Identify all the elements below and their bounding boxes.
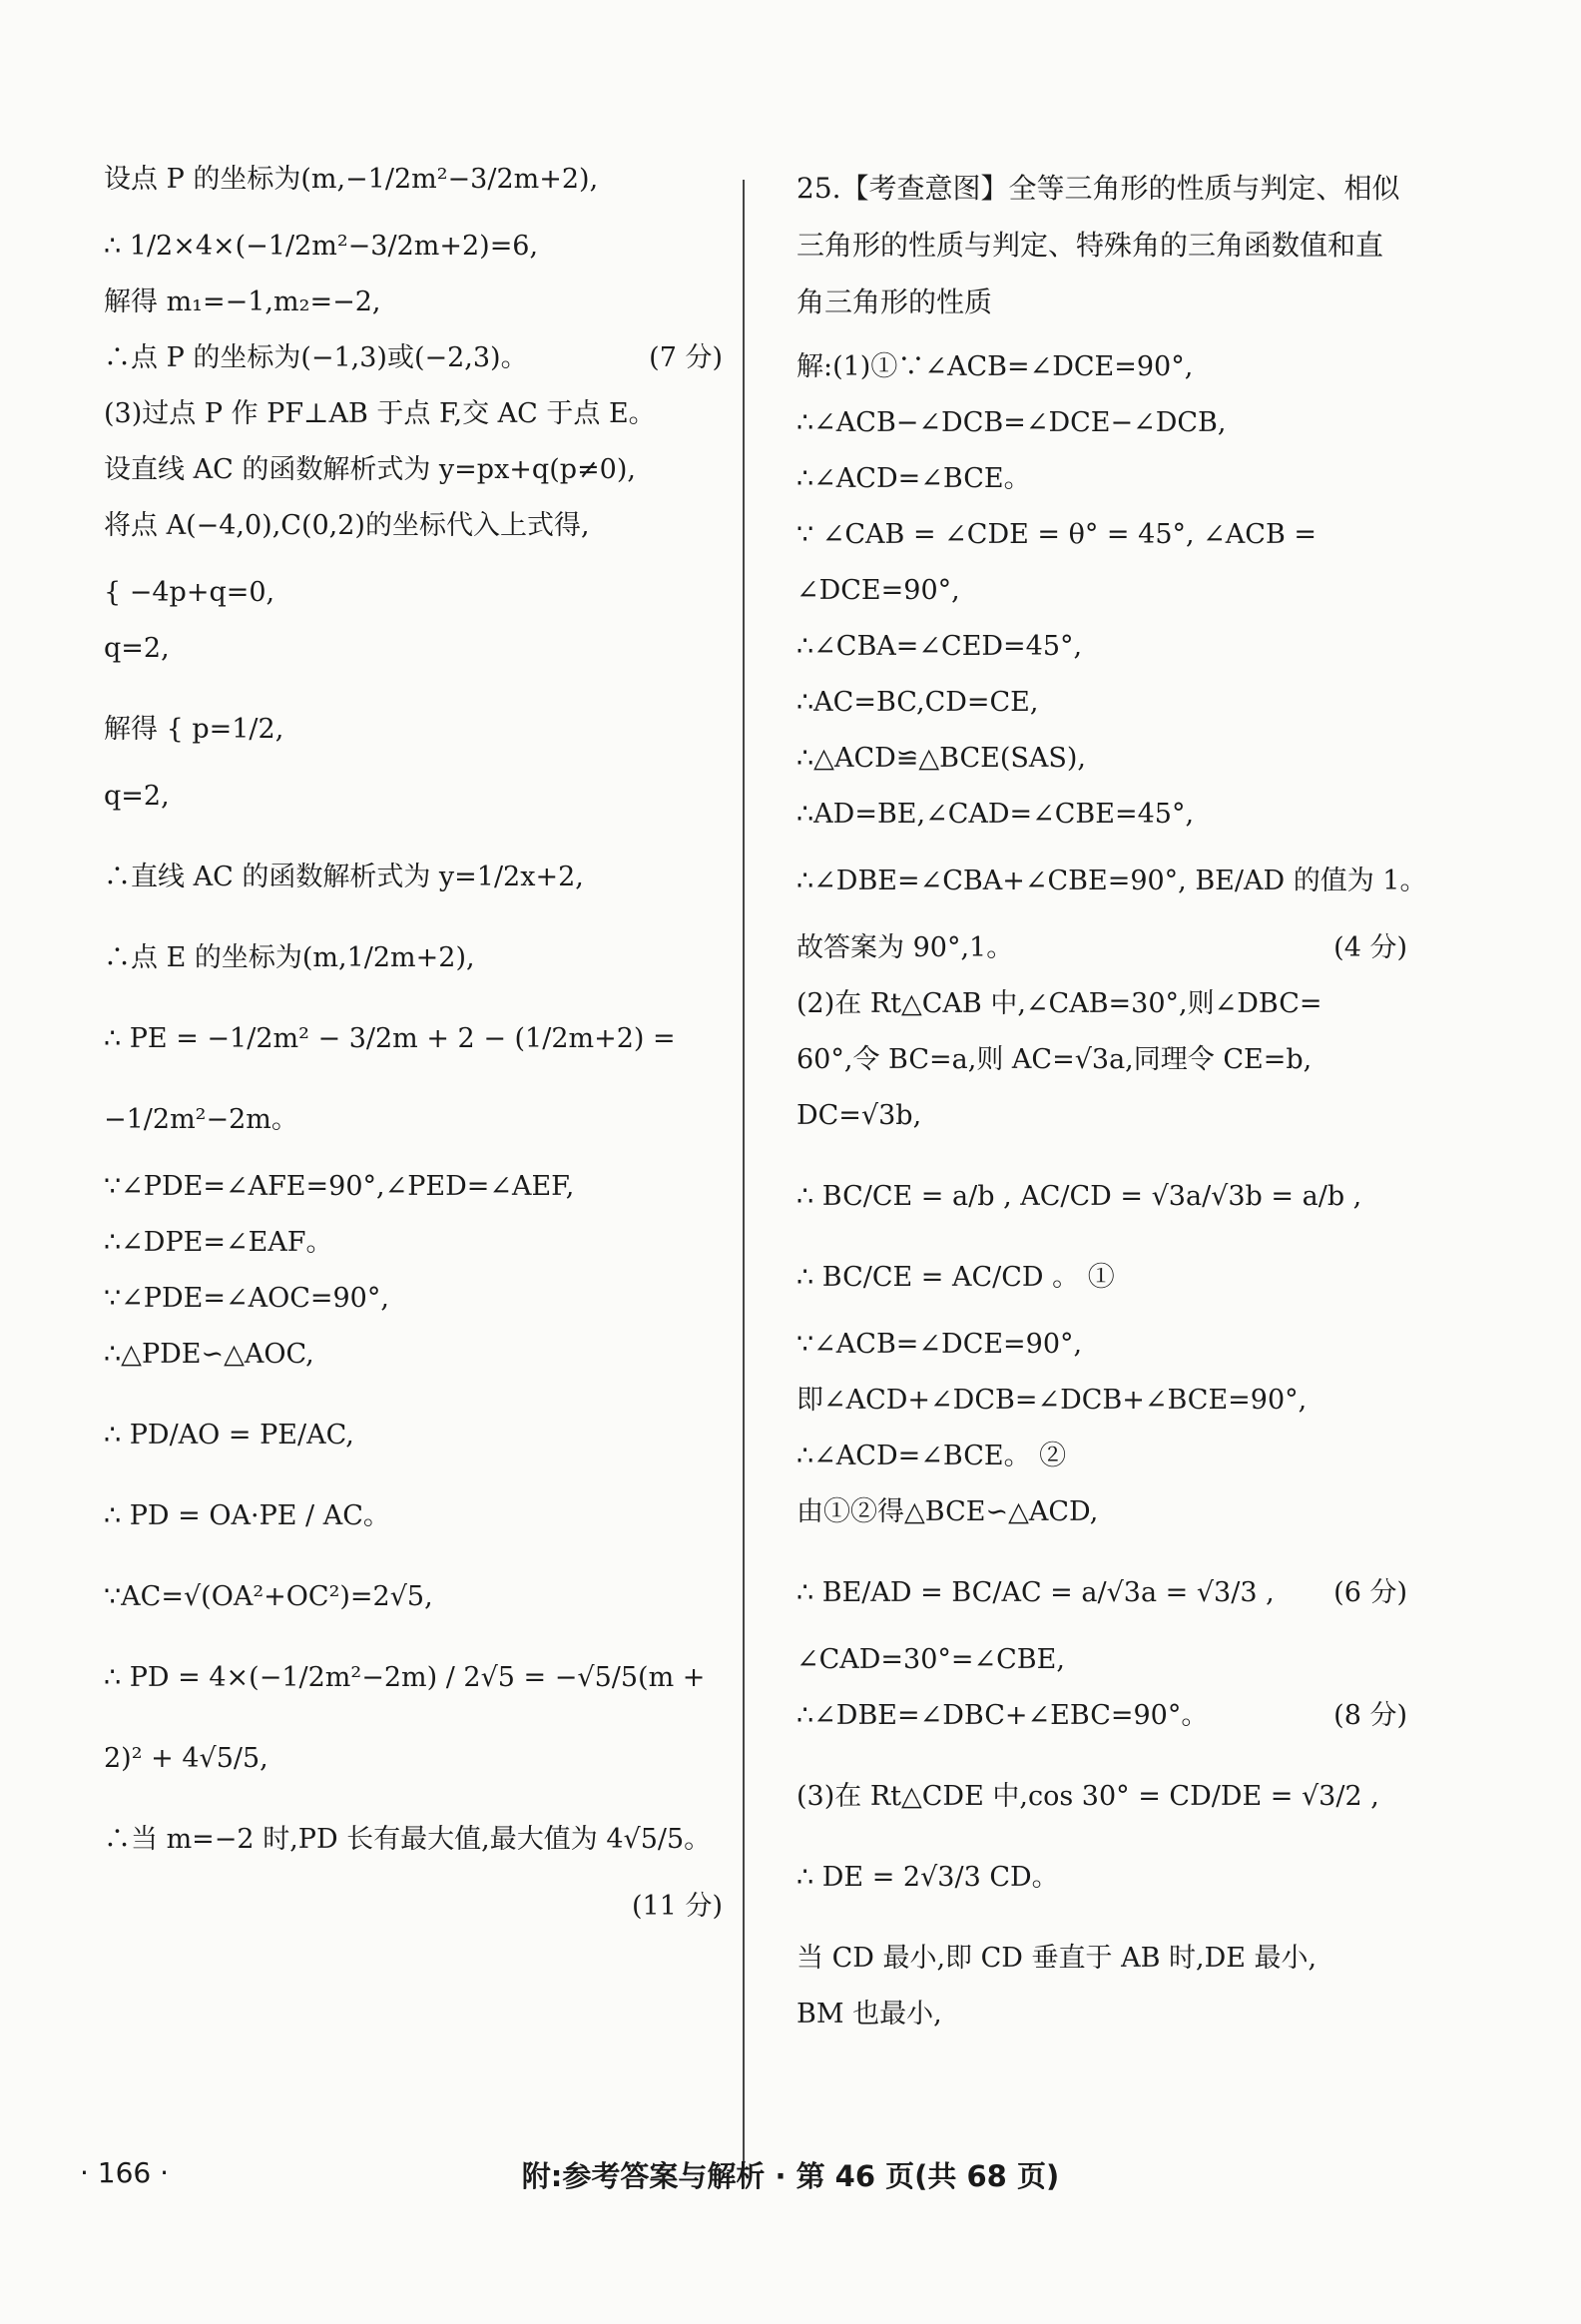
left-line [104, 1658, 723, 1697]
line-text: ∴ PD/AO = PE/AC, [104, 1420, 354, 1451]
line-text: ∴点 E 的坐标为(m,1/2m+2), [104, 942, 475, 973]
line-text: 即∠ACD+∠DCB=∠DCB+∠BCE=90°, [796, 1385, 1308, 1416]
line-text: ∴∠DPE=∠EAF。 [104, 1227, 333, 1258]
right-line [796, 1858, 1407, 1897]
line-text: 2)² + 4√5/5, [104, 1743, 268, 1774]
right-line [796, 1777, 1407, 1816]
line-text: ∴ DE = 2√3/3 CD。 [796, 1862, 1059, 1893]
right-line [796, 1696, 1407, 1735]
right-line [796, 1096, 1407, 1135]
line-text: ∵∠PDE=∠AOC=90°, [104, 1283, 389, 1314]
score-mark: (4 分) [1333, 932, 1407, 963]
left-line [104, 1019, 723, 1058]
left-line [104, 338, 723, 377]
line-text: ∴∠DBE=∠DBC+∠EBC=90°。 [796, 1700, 1209, 1731]
left-line [104, 283, 723, 321]
left-line [104, 573, 723, 612]
score-mark: (6 分) [1333, 1577, 1407, 1608]
right-line [796, 1437, 1407, 1475]
line-text: ∴∠CBA=∠CED=45°, [796, 631, 1083, 662]
left-line [104, 938, 723, 977]
right-line [796, 862, 1427, 900]
left-line [104, 629, 723, 668]
right-line [796, 627, 1407, 666]
line-text: 设直线 AC 的函数解析式为 y=px+q(p≠0), [104, 454, 636, 485]
line-text: ∴ BC/CE = AC/CD 。 ① [796, 1262, 1115, 1293]
line-text: 解得 { p=1/2, [104, 714, 284, 745]
line-text: ∴∠ACB−∠DCB=∠DCE−∠DCB, [796, 407, 1227, 438]
line-text: ∴∠ACD=∠BCE。 ② [796, 1441, 1067, 1471]
line-text: ∵∠ACB=∠DCE=90°, [796, 1329, 1083, 1360]
line-text: ∴∠DBE=∠CBA+∠CBE=90°, BE/AD 的值为 1。 [796, 866, 1427, 896]
right-line [796, 1258, 1407, 1297]
left-line [104, 710, 723, 749]
right-line [796, 403, 1407, 442]
left-line [104, 1820, 723, 1859]
left-line [104, 777, 723, 816]
left-line [104, 160, 723, 199]
line-text: 故答案为 90°,1。 [796, 932, 1014, 963]
right-line [796, 984, 1407, 1023]
left-line [104, 506, 723, 545]
line-text: 将点 A(−4,0),C(0,2)的坐标代入上式得, [104, 510, 590, 541]
line-text: ∴ PE = −1/2m² − 3/2m + 2 − (1/2m+2) = [104, 1023, 676, 1054]
left-line [104, 394, 723, 433]
line-text: −1/2m²−2m。 [104, 1104, 298, 1135]
line-text: (3)在 Rt△CDE 中,cos 30° = CD/DE = √3/2 , [796, 1781, 1379, 1812]
line-text: 60°,令 BC=a,则 AC=√3a,同理令 CE=b, [796, 1044, 1313, 1075]
line-text: ∴AD=BE,∠CAD=∠CBE=45°, [796, 799, 1195, 830]
footer-title: 附:参考答案与解析 · 第 46 页(共 68 页) [521, 2159, 1060, 2193]
line-text: q=2, [104, 633, 170, 664]
left-line [104, 1577, 723, 1616]
left-line [104, 1100, 723, 1139]
line-text: ∴ BC/CE = a/b , AC/CD = √3a/√3b = a/b , [796, 1181, 1362, 1212]
right-line [796, 1492, 1407, 1531]
line-text: ∴直线 AC 的函数解析式为 y=1/2x+2, [104, 862, 584, 892]
line-text: BM 也最小, [796, 1999, 942, 2030]
line-text: ∴ BE/AD = BC/AC = a/√3a = √3/3 , [796, 1577, 1275, 1608]
line-text: ∴ PD = 4×(−1/2m²−2m) / 2√5 = −√5/5(m + [104, 1662, 706, 1693]
line-text: 设点 P 的坐标为(m,−1/2m²−3/2m+2), [104, 164, 599, 195]
right-line [796, 1325, 1407, 1364]
left-line [104, 1496, 723, 1535]
line-text: { −4p+q=0, [104, 577, 275, 608]
right-line [796, 739, 1407, 778]
left-line [104, 1739, 723, 1778]
right-line [796, 928, 1407, 967]
left-line [104, 1223, 723, 1262]
right-column [796, 160, 1427, 2034]
right-line [796, 160, 1407, 330]
line-text: ∴ PD = OA·PE / AC。 [104, 1500, 390, 1531]
line-text: DC=√3b, [796, 1100, 922, 1131]
left-line [104, 1279, 723, 1318]
line-text: ∵AC=√(OA²+OC²)=2√5, [104, 1581, 433, 1612]
line-text: 解得 m₁=−1,m₂=−2, [104, 287, 381, 317]
column-divider [743, 180, 745, 2171]
left-line [104, 1335, 723, 1374]
line-text: (2)在 Rt△CAB 中,∠CAB=30°,则∠DBC= [796, 988, 1322, 1019]
right-line [796, 1177, 1407, 1216]
right-line [796, 459, 1407, 498]
left-line [104, 450, 723, 489]
left-line [104, 858, 723, 896]
left-line [104, 227, 723, 266]
line-text: ∴△ACD≌△BCE(SAS), [796, 743, 1086, 774]
line-text: (3)过点 P 作 PF⊥AB 于点 F,交 AC 于点 E。 [104, 398, 656, 429]
line-text: ∠CAD=30°=∠CBE, [796, 1644, 1065, 1675]
score-mark: (7 分) [649, 342, 723, 373]
page-number: · 166 · [80, 2156, 170, 2189]
right-line [796, 571, 1407, 610]
line-text: 由①②得△BCE∽△ACD, [796, 1496, 1099, 1527]
line-text: ∴∠ACD=∠BCE。 [796, 463, 1031, 494]
line-text: ∴AC=BC,CD=CE, [796, 687, 1039, 718]
line-text: ∴当 m=−2 时,PD 长有最大值,最大值为 4√5/5。 [104, 1824, 712, 1855]
left-column [104, 160, 723, 1922]
line-text: ∵ ∠CAB = ∠CDE = θ° = 45°, ∠ACB = [796, 519, 1317, 550]
line-text: 解:(1)①∵∠ACB=∠DCE=90°, [796, 351, 1194, 382]
right-line [796, 795, 1407, 834]
right-line [796, 1995, 1407, 2034]
left-line [104, 1167, 723, 1206]
right-line [796, 1640, 1407, 1679]
right-line [796, 1381, 1407, 1420]
score-mark: (11 分) [631, 1891, 723, 1922]
line-text: ∴点 P 的坐标为(−1,3)或(−2,3)。 [104, 342, 528, 373]
left-line [104, 1416, 723, 1454]
line-text: ∠DCE=90°, [796, 575, 960, 606]
line-text: ∴△PDE∽△AOC, [104, 1339, 314, 1370]
right-line [796, 515, 1407, 554]
right-line [796, 1939, 1407, 1978]
line-text: ∵∠PDE=∠AFE=90°,∠PED=∠AEF, [104, 1171, 575, 1202]
line-text: 25.【考查意图】全等三角形的性质与判定、相似三角形的性质与判定、特殊角的三角函数值和直角三角形的性质 [796, 172, 1400, 318]
line-text: q=2, [104, 781, 170, 812]
line-text: ∴ 1/2×4×(−1/2m²−3/2m+2)=6, [104, 231, 539, 262]
right-line [796, 1573, 1407, 1612]
score-mark: (8 分) [1333, 1700, 1407, 1731]
line-text: 当 CD 最小,即 CD 垂直于 AB 时,DE 最小, [796, 1943, 1318, 1974]
right-line [796, 347, 1407, 386]
right-line [796, 1040, 1407, 1079]
right-line [796, 683, 1407, 722]
